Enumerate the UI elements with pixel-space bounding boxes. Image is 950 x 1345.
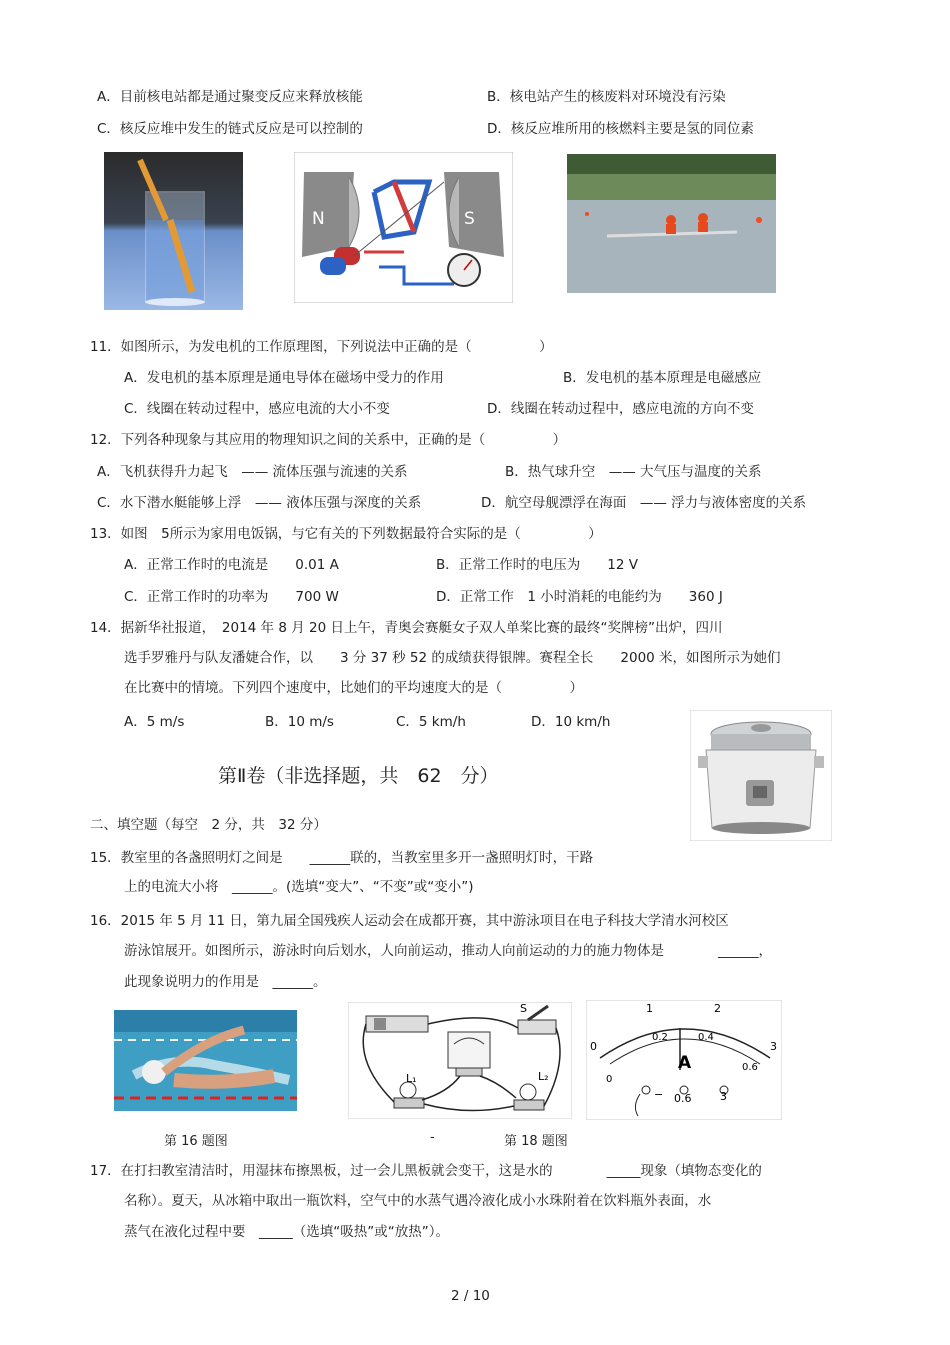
scale-bottom-04: 0.4 xyxy=(698,1032,714,1043)
scale-bottom-0: 0 xyxy=(606,1074,613,1085)
q13-option-b: B．正常工作时的电压为 12 V xyxy=(436,557,638,573)
scale-top-1: 1 xyxy=(646,1002,653,1015)
q10-option-a: A．目前核电站都是通过聚变反应来释放核能 xyxy=(97,89,363,105)
q14-line1: 14．据新华社报道， 2014 年 8 月 20 日上午，青奥会赛艇女子双人单桨比赛的最终“奖牌榜”出炉，四川 xyxy=(90,620,723,636)
ammeter-unit-label: A xyxy=(678,1053,692,1073)
scale-bottom-02: 0.2 xyxy=(652,1032,668,1043)
caption-fig18: 第 18 题图 xyxy=(504,1134,568,1149)
swimmer-figure xyxy=(114,1010,297,1111)
q14-line2: 选手罗雅丹与队友潘婕合作，以 3 分 37 秒 52 的成绩获得银牌。赛程全长 2000 米，如图所示为她们 xyxy=(124,650,781,666)
switch-label: S xyxy=(520,1002,527,1015)
q13-stem: 13．如图 5所示为家用电饭锅，与它有关的下列数据最符合实际的是（ ） xyxy=(90,526,602,542)
lamp-l1-label: L₁ xyxy=(406,1072,417,1085)
q14-option-b: B．10 m/s xyxy=(265,714,334,730)
q17-line3: 蒸气在液化过程中要 _____（选填“吸热”或“放热”）。 xyxy=(124,1224,449,1240)
section2-subtitle: 二、填空题（每空 2 分，共 32 分） xyxy=(90,817,327,833)
q11-stem: 11．如图所示，为发电机的工作原理图，下列说法中正确的是（ ） xyxy=(90,339,553,355)
q13-option-a: A．正常工作时的电流是 0.01 A xyxy=(124,557,339,573)
pencil-in-water-figure xyxy=(104,152,243,310)
circuit-figure xyxy=(348,1002,572,1119)
rice-cooker-figure xyxy=(690,710,832,841)
generator-figure xyxy=(294,152,513,303)
caption-dash: - xyxy=(430,1130,435,1145)
q12-option-a: A．飞机获得升力起飞 —— 流体压强与流速的关系 xyxy=(97,464,408,480)
q17-line1: 17．在打扫教室清洁时，用湿抹布擦黑板，过一会儿黑板就会变干，这是水的 _____现象（填物态变化的 xyxy=(90,1163,762,1179)
q12-option-d: D．航空母舰漂浮在海面 —— 浮力与液体密度的关系 xyxy=(481,495,807,511)
q12-stem: 12．下列各种现象与其应用的物理知识之间的关系中，正确的是（ ） xyxy=(90,432,567,448)
terminal-negative: − xyxy=(654,1088,664,1101)
q14-option-a: A．5 m/s xyxy=(124,714,185,730)
rowing-boat-figure xyxy=(567,154,776,293)
q14-line3: 在比赛中的情境。下列四个速度中，比她们的平均速度大的是（ ） xyxy=(124,680,583,696)
q16-line1: 16．2015 年 5 月 11 日，第九届全国残疾人运动会在成都开赛，其中游泳项目在电子科技大学清水河校区 xyxy=(90,913,729,929)
north-pole-label: N xyxy=(312,209,325,229)
q15-line2: 上的电流大小将 ______。(选填“变大”、“不变”或“变小”) xyxy=(124,879,474,895)
q10-option-d: D．核反应堆所用的核燃料主要是氢的同位素 xyxy=(487,121,754,137)
lamp-l2-label: L₂ xyxy=(538,1070,549,1083)
q14-option-c: C．5 km/h xyxy=(396,714,466,730)
section2-title: 第Ⅱ卷（非选择题，共 62 分） xyxy=(218,765,499,787)
q11-option-d: D．线圈在转动过程中，感应电流的方向不变 xyxy=(487,401,754,417)
q11-option-b: B．发电机的基本原理是电磁感应 xyxy=(563,370,762,386)
scale-top-3: 3 xyxy=(770,1040,777,1053)
q14-option-d: D．10 km/h xyxy=(531,714,611,730)
q16-line2: 游泳馆展开。如图所示，游泳时向后划水，人向前运动，推动人向前运动的力的施力物体是 ______， xyxy=(124,943,772,959)
scale-bottom-06: 0.6 xyxy=(742,1062,758,1073)
q13-option-c: C．正常工作时的功率为 700 W xyxy=(124,589,339,605)
q17-line2: 名称）。夏天，从冰箱中取出一瓶饮料，空气中的水蒸气遇冷液化成小水珠附着在饮料瓶外表面，水 xyxy=(124,1193,712,1209)
q11-option-c: C．线圈在转动过程中，感应电流的大小不变 xyxy=(124,401,390,417)
ammeter-figure xyxy=(586,1000,782,1120)
q10-option-c: C．核反应堆中发生的链式反应是可以控制的 xyxy=(97,121,363,137)
q13-option-d: D．正常工作 1 小时消耗的电能约为 360 J xyxy=(436,589,723,605)
q12-option-c: C．水下潜水艇能够上浮 —— 液体压强与深度的关系 xyxy=(97,495,422,511)
terminal-3: 3 xyxy=(720,1090,727,1103)
scale-top-0: 0 xyxy=(590,1040,597,1053)
q16-line3: 此现象说明力的作用是 ______。 xyxy=(124,974,327,990)
scale-top-2: 2 xyxy=(714,1002,721,1015)
south-pole-label: S xyxy=(464,209,475,229)
caption-fig16: 第 16 题图 xyxy=(164,1134,228,1149)
page-number: 2 / 10 xyxy=(451,1288,490,1304)
q15-line1: 15．教室里的各盏照明灯之间是 ______联的，当教室里多开一盏照明灯时，干路 xyxy=(90,850,594,866)
q11-option-a: A．发电机的基本原理是通电导体在磁场中受力的作用 xyxy=(124,370,444,386)
terminal-06: 0.6 xyxy=(674,1092,692,1105)
q12-option-b: B．热气球升空 —— 大气压与温度的关系 xyxy=(505,464,762,480)
q10-option-b: B．核电站产生的核废料对环境没有污染 xyxy=(487,89,726,105)
